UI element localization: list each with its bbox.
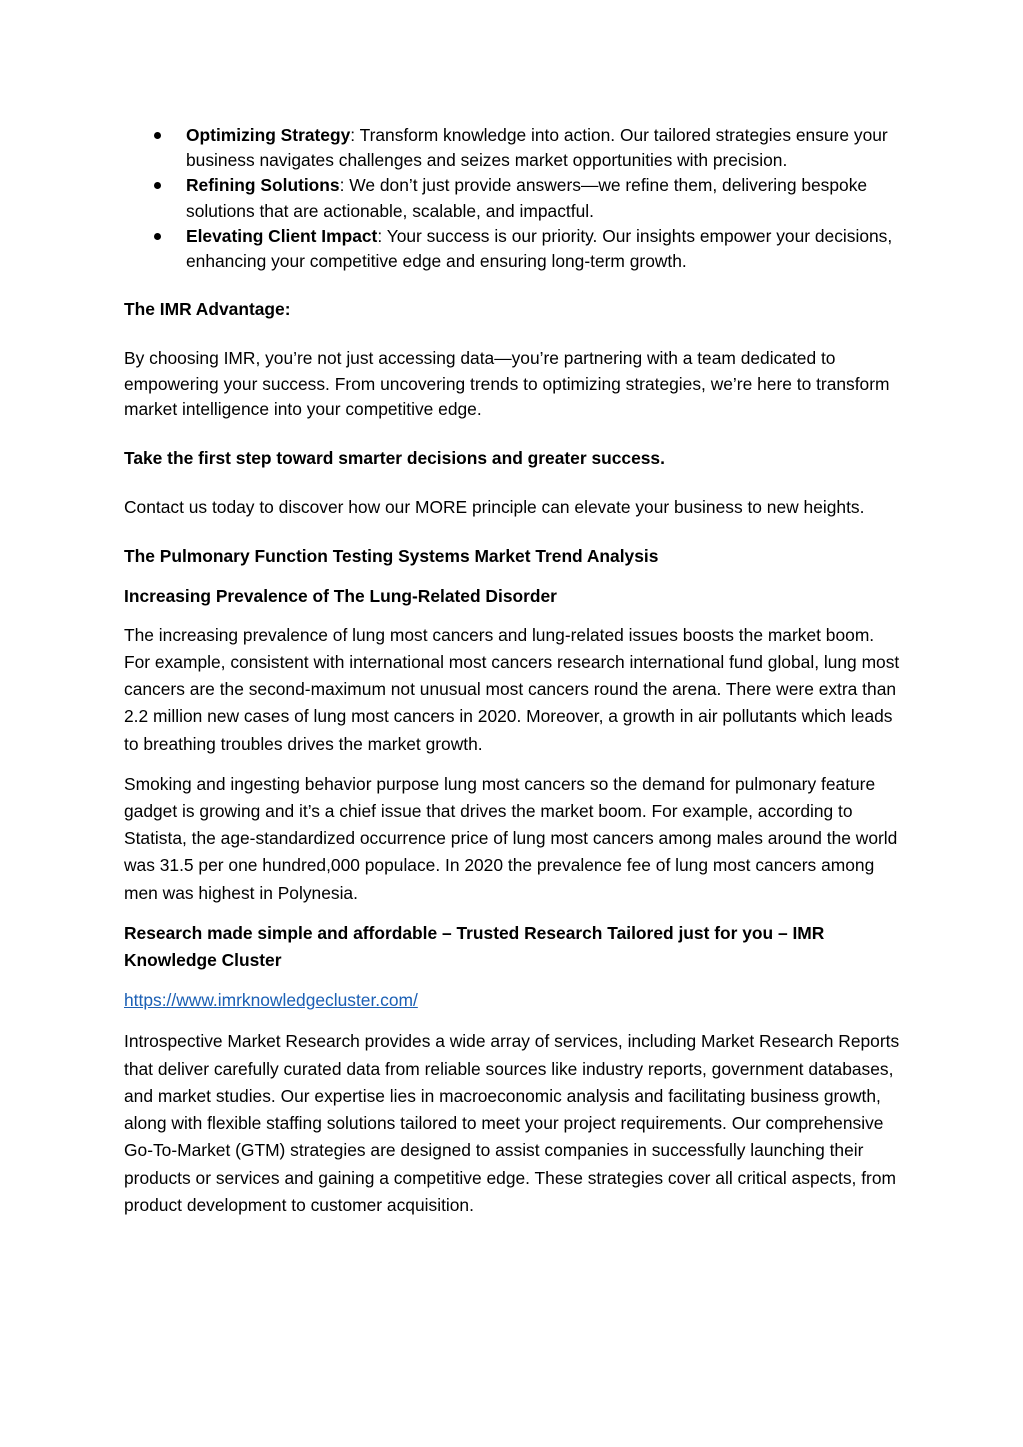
advantage-body: By choosing IMR, you’re not just accessing data—you’re partnering with a team dedicated to empowering your success. From uncovering trends to optimizing strategies, we’re here to transform market intelligence into your competitive edge. [124, 348, 890, 419]
bullet-icon [154, 233, 161, 240]
bullet-title: Optimizing Strategy [186, 125, 351, 145]
bullet-title: Refining Solutions [186, 175, 340, 196]
advantage-heading: The IMR Advantage: [124, 299, 291, 320]
trend-paragraph-2: Smoking and ingesting behavior purpose lung most cancers so the demand for pulmonary feature gadget is growing and it’s a chief issue that drives the market boom. For example, according to Statista, the age-standardized occurrence price of lung most cancers among males around the world was 31.5 per one hundred,000 populace. In 2020 the prevalence fee of lung most cancers among men was highest in Polynesia. [124, 773, 898, 903]
bullet-item [124, 224, 904, 274]
bullet-text: : Transform knowledge into action. Our tailored strategies ensure your business navigates challenges and seizes market opportunities with precision. [186, 125, 888, 171]
trend-paragraph-1: The increasing prevalence of lung most cancers and lung-related issues boosts the market boom. For example, consistent with international most cancers research international fund global, lung most cancers are the second-maximum not unusual most cancers round the arena. There were extra than 2.2 million new cases of lung most cancers in 2020. Moreover, a growth in air pollutants which leads to breathing troubles drives the market growth. [124, 624, 900, 754]
research-heading: Research made simple and affordable – Trusted Research Tailored just for you – IMR Knowledge Cluster [124, 922, 825, 971]
bullet-item [124, 123, 904, 173]
website-link[interactable]: https://www.imrknowledgecluster.com/ [124, 990, 418, 1011]
cta-body: Contact us today to discover how our MORE principle can elevate your business to new heights. [124, 497, 865, 518]
document-page [124, 123, 904, 1219]
bullet-icon [154, 132, 161, 139]
bullet-text: : We don’t just provide answers—we refine them, delivering bespoke solutions that are actionable, scalable, and impactful. [186, 175, 868, 221]
cta-heading: Take the first step toward smarter decisions and greater success. [124, 448, 665, 469]
bullet-item [124, 173, 904, 223]
bullet-text: : Your success is our priority. Our insights empower your decisions, enhancing your competitive edge and ensuring long-term growth. [186, 225, 893, 272]
bullet-title: Elevating Client Impact [186, 225, 378, 246]
bullet-icon [154, 182, 161, 189]
trend-heading: The Pulmonary Function Testing Systems Market Trend Analysis [124, 546, 659, 567]
bullet-list [124, 123, 904, 274]
trend-subheading: Increasing Prevalence of The Lung-Related Disorder [124, 585, 557, 606]
research-body: Introspective Market Research provides a wide array of services, including Market Research Reports that deliver carefully curated data from reliable sources like industry reports, government databases, and market studies. Our expertise lies in macroeconomic analysis and facilitating business growth, along with flexible staffing solutions tailored to meet your project requirements. Our comprehensive Go-To-Market (GTM) strategies are designed to assist companies in successfully launching their products or services and gaining a competitive edge. These strategies cover all critical aspects, from product development to customer acquisition. [124, 1031, 900, 1215]
